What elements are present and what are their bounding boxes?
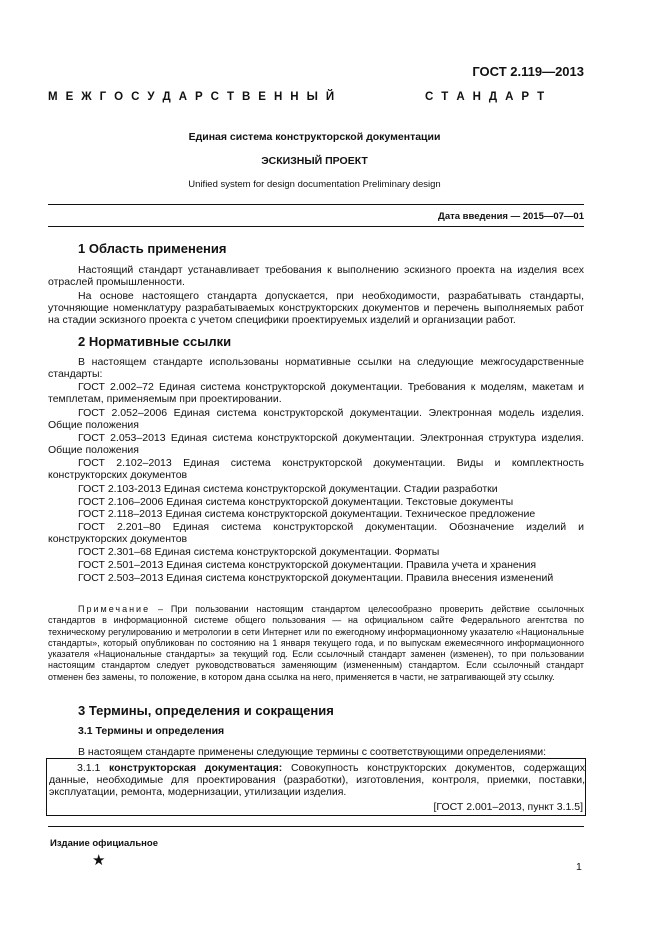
introduction-date: Дата введения — 2015—07—01 [438, 211, 584, 222]
reference-item: ГОСТ 2.301–68 Единая система конструкторской документации. Форматы [78, 546, 440, 558]
reference-item: ГОСТ 2.501–2013 Единая система конструкторской документации. Правила учета и хранения [78, 559, 537, 571]
document-number: ГОСТ 2.119—2013 [472, 64, 584, 79]
term-text: Совокупность конструкторских документов, содержащих данные, необходимые для проектирования (разработки), изготовления, контроля, приемки, поставки, эксплуатации, ремонта, модернизации, утилизации изделия. [49, 762, 585, 799]
top-rule [48, 204, 584, 205]
section-3-heading: 3 Термины, определения и сокращения [78, 703, 334, 718]
reference-item: ГОСТ 2.201–80 Единая система конструкторской документации. Обозначение изделий и конструкторских документов [48, 521, 584, 546]
reference-item: ГОСТ 2.503–2013 Единая система конструкторской документации. Правила внесения изменений [78, 572, 554, 584]
reference-item: ГОСТ 2.002–72 Единая система конструкторской документации. Требования к моделям, макетам и темплетам, применяемым при проектировании. [48, 381, 584, 406]
term-source: [ГОСТ 2.001–2013, пункт 3.1.5] [433, 801, 583, 813]
reference-item: ГОСТ 2.052–2006 Единая система конструкторской документации. Электронная модель изделия. Общие положения [48, 407, 584, 432]
section-1-paragraph-1: Настоящий стандарт устанавливает требования к выполнению эскизного проекта на изделия всех отраслей промышленности. [48, 264, 584, 289]
reference-item: ГОСТ 2.118–2013 Единая система конструкторской документации. Техническое предложение [78, 508, 536, 520]
footer-rule [48, 826, 584, 827]
date-rule [48, 226, 584, 227]
system-title: Единая система конструкторской документации [188, 131, 441, 143]
term-definition [49, 759, 585, 799]
section-3-intro: В настоящем стандарте применены следующие термины с соответствующими определениями: [78, 746, 547, 758]
note [48, 604, 584, 683]
standard-banner-right: С Т А Н Д А Р Т [425, 91, 547, 103]
english-title: Unified system for design documentation Preliminary design [188, 179, 441, 190]
official-edition: Издание официальное [50, 838, 158, 849]
subsection-3-1-heading: 3.1 Термины и определения [78, 725, 225, 737]
standard-name: ЭСКИЗНЫЙ ПРОЕКТ [261, 155, 368, 167]
reference-item: ГОСТ 2.053–2013 Единая система конструкторской документации. Электронная структура изделия. Общие положения [48, 432, 584, 457]
term-name: конструкторская документация: [109, 762, 283, 774]
section-1-heading: 1 Область применения [78, 241, 227, 256]
note-label: Примечание [78, 604, 151, 614]
reference-item: ГОСТ 2.103-2013 Единая система конструкторской документации. Стадии разработки [78, 483, 498, 495]
page-number: 1 [576, 861, 582, 873]
note-text: – При пользовании настоящим стандартом целесообразно проверить действие ссылочных стандартов в информационной системе общего пользования — на официальном сайте Федерального агентства по техническому регулированию и метрологии в сети Интернет или по ежегодному информационному указателю «Национальные стандарты», который опубликован по состоянию на 1 января текущего года, и по выпускам ежемесячного информационного указателя «Национальные стандарты» за текущий год. Если ссылочный стандарт заменен (изменен), то при пользовании настоящим стандартом следует руководствоваться заменяющим (измененным) стандартом. Если ссылочный стандарт отменен без замены, то положение, в котором дана ссылка на него, применяется в части, не затрагивающей эту ссылку. [48, 604, 584, 682]
term-box [46, 758, 586, 816]
section-2-intro: В настоящем стандарте использованы нормативные ссылки на следующие межгосударственные стандарты: [48, 356, 584, 381]
section-2-heading: 2 Нормативные ссылки [78, 334, 232, 349]
section-1-paragraph-2: На основе настоящего стандарта допускается, при необходимости, разрабатывать стандарты, уточняющие номенклатуру разрабатываемых конструкторских документов и перечень выполняемых работ на стадии эскизного проекта с учетом специфики проектируемых изделий и организации работ. [48, 290, 584, 327]
standard-banner-left: М Е Ж Г О С У Д А Р С Т В Е Н Н Ы Й [48, 91, 337, 103]
reference-item: ГОСТ 2.102–2013 Единая система конструкторской документации. Виды и комплектность конструкторских документов [48, 457, 584, 482]
star-icon: ★ [92, 852, 106, 869]
reference-item: ГОСТ 2.106–2006 Единая система конструкторской документации. Текстовые документы [78, 496, 514, 508]
term-number: 3.1.1 [77, 762, 101, 774]
